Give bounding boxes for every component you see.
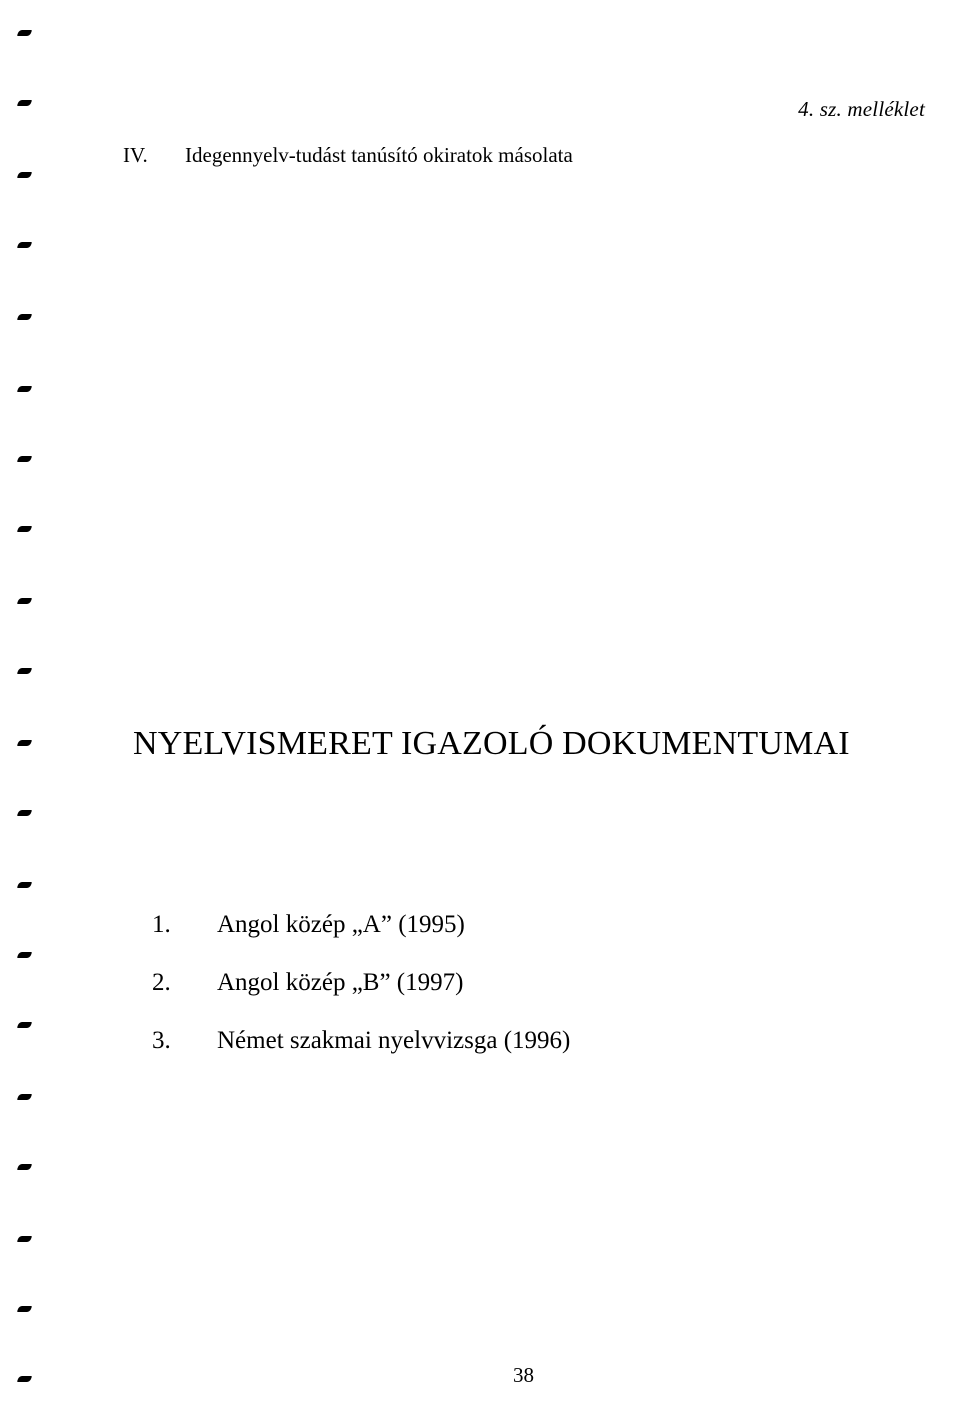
binding-hole-marks	[18, 0, 44, 1421]
binding-mark	[17, 598, 32, 604]
binding-mark	[17, 740, 32, 746]
binding-mark	[17, 1022, 32, 1028]
binding-mark	[17, 456, 32, 462]
list-item-index: 2.	[152, 969, 171, 996]
list-item-text: Angol közép „A” (1995)	[217, 911, 465, 938]
list-item	[152, 964, 570, 1022]
binding-mark	[17, 1376, 32, 1382]
list-item	[152, 1022, 570, 1080]
binding-mark	[17, 242, 32, 248]
annex-label: 4. sz. melléklet	[798, 97, 925, 121]
binding-mark	[17, 952, 32, 958]
binding-mark	[17, 30, 32, 36]
binding-mark	[17, 882, 32, 888]
document-title: NYELVISMERET IGAZOLÓ DOKUMENTUMAI	[133, 725, 850, 762]
section-heading	[123, 143, 573, 168]
binding-mark	[17, 314, 32, 320]
binding-mark	[17, 1094, 32, 1100]
binding-mark	[17, 100, 32, 106]
binding-mark	[17, 668, 32, 674]
list-item-text: Angol közép „B” (1997)	[217, 969, 464, 996]
section-title: Idegennyelv-tudást tanúsító okiratok másolata	[185, 143, 573, 167]
list-item-index: 1.	[152, 911, 171, 938]
binding-mark	[17, 172, 32, 178]
binding-mark	[17, 526, 32, 532]
binding-mark	[17, 386, 32, 392]
list-item	[152, 906, 570, 964]
page-number: 38	[513, 1363, 534, 1387]
binding-mark	[17, 1164, 32, 1170]
binding-mark	[17, 810, 32, 816]
binding-mark	[17, 1306, 32, 1312]
binding-mark	[17, 1236, 32, 1242]
section-number: IV.	[123, 143, 148, 167]
list-item-text: Német szakmai nyelvvizsga (1996)	[217, 1027, 571, 1054]
list-item-index: 3.	[152, 1027, 171, 1054]
certificate-list	[152, 906, 570, 1080]
